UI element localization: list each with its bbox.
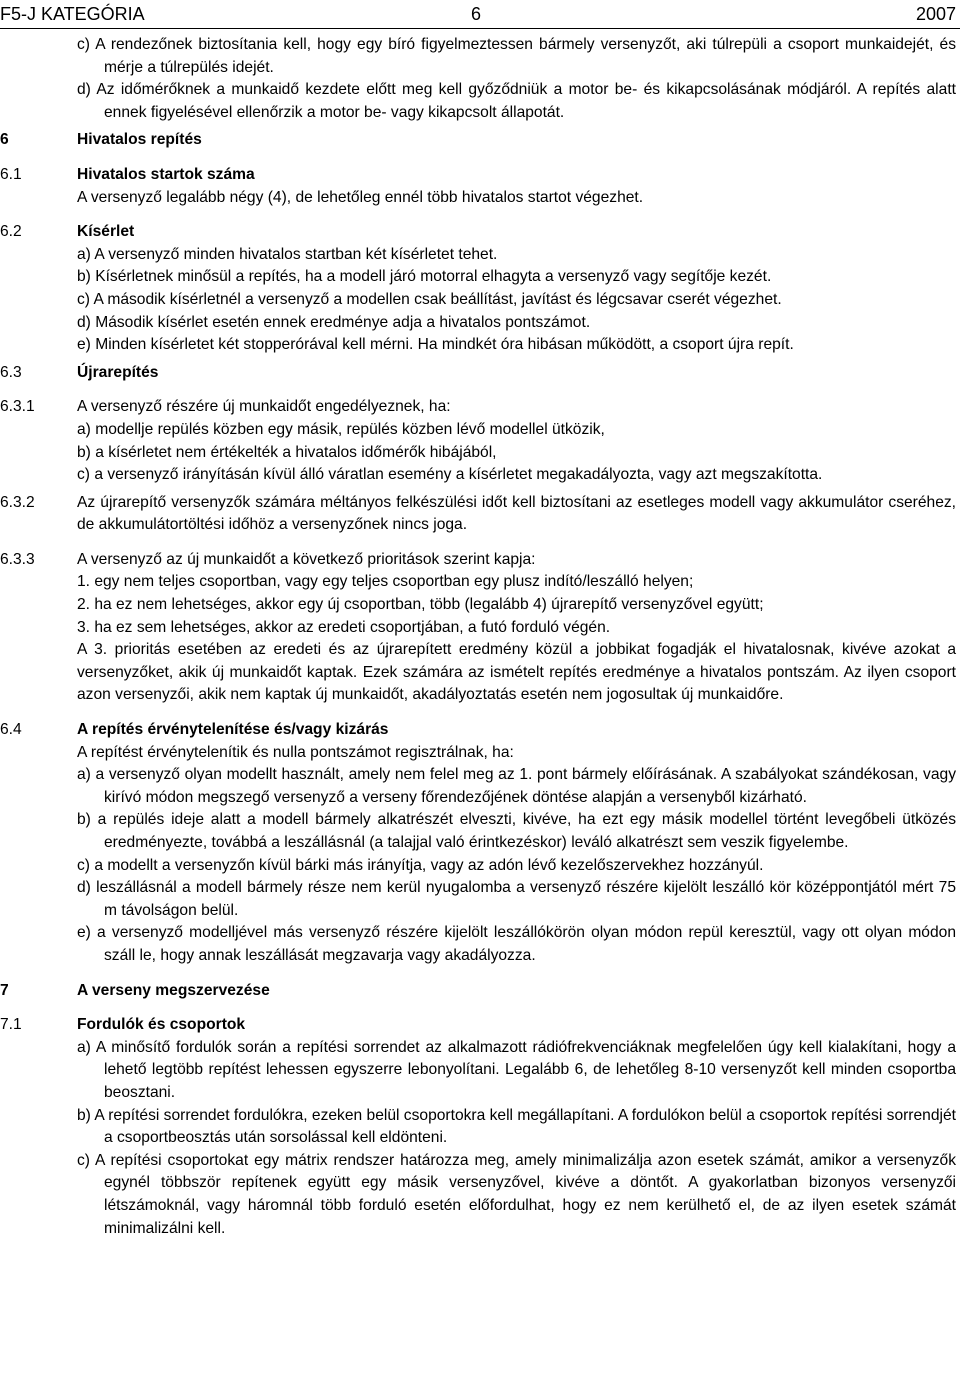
list-item: e) Minden kísérletet két stopperórával kell mérni. Ha mindkét óra hibásan működött, a csoport újra repít. bbox=[77, 336, 794, 354]
section-number: 6.2 bbox=[0, 223, 22, 241]
list-item: c) a versenyző irányításán kívül álló váratlan esemény a kísérletet megakadályozta, vagy azt megszakította. bbox=[77, 466, 823, 484]
intro-item-c: c) A rendezőnek biztosítania kell, hogy egy bíró figyelmeztessen bármely versenyzőt, aki túlrepüli a csoport munkaidejét, és mérje a túlrepülés idejét. bbox=[77, 36, 956, 76]
list-item: d) Második kísérlet esetén ennek eredménye adja a hivatalos pontszámot. bbox=[77, 313, 591, 331]
section-number: 6.1 bbox=[0, 165, 22, 183]
section-7-1 bbox=[0, 1014, 956, 1240]
list-item: d) leszállásnál a modell bármely része nem kerül nyugalomba a versenyző részére kijelölt leszálló kör középpontjától mért 75 m távolságon belül. bbox=[77, 879, 956, 919]
section-title: Újrarepítés bbox=[77, 363, 159, 381]
list-item: b) a repülés ideje alatt a modell bármely alkatrészét elveszti, kivéve, ha ezt egy másik modellel történt levegőbeli ütközés eredményezte, továbbá a leszállásnál (a talajjal való érintkezéskor) leváló alkatrészt sem veszik figyelembe. bbox=[77, 811, 956, 851]
section-text: A versenyző részére új munkaidőt engedélyeznek, ha: bbox=[77, 398, 451, 416]
list-item: c) a modellt a versenyzőn kívül bárki más irányítja, vagy az adón lévő kezelőszervekhez hozzányúl. bbox=[77, 856, 764, 874]
list-item: a) modellje repülés közben egy másik, repülés közben lévő modellel ütközik, bbox=[77, 420, 605, 438]
section-6-2 bbox=[0, 221, 956, 357]
section-6-1 bbox=[0, 164, 956, 209]
section-number: 6.3 bbox=[0, 363, 22, 381]
section-number: 6.3.1 bbox=[0, 398, 35, 416]
section-number: 6.3.3 bbox=[0, 550, 35, 568]
header-year: 2007 bbox=[915, 4, 956, 24]
list-item: c) A repítési csoportokat egy mátrix rendszer határozza meg, amely minimalizálja azon esetek számát, amikor a versenyzők egynél többször repítenek együtt egy másik versenyzővel, kivéve a döntőt. A gyakorlatban bizonyos versenyzői létszámoknál, vagy háromnál több forduló esetén előfordulhat, hogy ez nem kerülhető el, de az ilyen esetek számát minimalizálni kell. bbox=[77, 1151, 956, 1237]
list-item: 3. ha ez sem lehetséges, akkor az eredeti csoportjában, a futó forduló végén. bbox=[77, 618, 611, 636]
list-item: b) A repítési sorrendet fordulókra, ezeken belül csoportokra kell megállapítani. A fordulókon belül a csoportok repítési sorrendjét a csoportbeosztás után sorsolással kell eldönteni. bbox=[77, 1106, 956, 1147]
intro-item-d: d) Az időmérőknek a munkaidő kezdete előtt meg kell győződniük a motor be- és kikapcsolásának módjáról. A repítés alatt ennek figyelésével ellenőrzik a motor be- vagy kikapcsolt állapotát. bbox=[77, 81, 956, 121]
section-7-heading bbox=[0, 980, 956, 1003]
section-title: A repítés érvénytelenítése és/vagy kizárás bbox=[77, 721, 389, 739]
section-text: A repítést érvénytelenítik és nulla pontszámot regisztrálnak, ha: bbox=[77, 743, 514, 761]
section-6-3-3 bbox=[0, 549, 956, 707]
list-item: a) A minősítő fordulók során a repítési sorrendet az alkalmazott rádiófrekvenciáknak megfelelően úgy kell kialakítani, hogy a lehető legtöbb repítést lehessen egyszerre lebonyolítani. Legalább 6, de lehetőleg 8-10 versenyzőt kell minden csoportba beosztani. bbox=[77, 1038, 956, 1101]
section-text: Az újrarepítő versenyzők számára méltányos felkészülési időt kell biztosítani az esetleges modell vagy akkumulátor cseréhez, de akkumulátortöltési időhöz a versenyzőnek nincs joga. bbox=[77, 493, 956, 534]
section-title: Hivatalos repítés bbox=[77, 131, 202, 149]
section-6-3-2 bbox=[0, 492, 956, 537]
section-6-3-heading bbox=[0, 362, 956, 385]
header-category: F5-J KATEGÓRIA bbox=[0, 4, 145, 24]
list-item: a) a versenyző olyan modellt használt, amely nem felel meg az 1. pont bármely előírásának. A szabályokat szándékosan, vagy kirívó módon megszegő versenyző a verseny főrendezőjének döntése alapján a versenyből kizárható. bbox=[77, 766, 956, 806]
section-number: 6.3.2 bbox=[0, 493, 35, 511]
section-number: 7.1 bbox=[0, 1016, 22, 1034]
section-number: 6.4 bbox=[0, 721, 22, 739]
section-number: 7 bbox=[0, 981, 9, 999]
list-item: b) a kísérletet nem értékelték a hivatalos időmérők hibájából, bbox=[77, 443, 497, 461]
section-paragraph: A 3. prioritás esetében az eredeti és az újrarepített eredmény közül a jobbikat fogadják el hivatalosnak, kivéve azokat a versenyzőket, akik új munkaidőt kaptak. Ezek számára az ismételt repítés eredménye a hivatalos pontszám. Az ilyen csoport azon versenyzői, akik nem kaptak új munkaidőt, akadályoztatás esetén nem jogosultak új munkaidőre. bbox=[77, 641, 956, 704]
section-number: 6 bbox=[0, 131, 9, 149]
list-item: 1. egy nem teljes csoportban, vagy egy teljes csoportban egy plusz indító/leszálló helyen; bbox=[77, 573, 694, 591]
list-item: 2. ha ez nem lehetséges, akkor egy új csoportban, több (legalább 4) újrarepítő versenyzővel együtt; bbox=[77, 596, 764, 614]
header-page-number: 6 bbox=[471, 4, 482, 24]
section-6-heading bbox=[0, 129, 956, 152]
section-text: A versenyző legalább négy (4), de lehetőleg ennél több hivatalos startot végezhet. bbox=[77, 188, 644, 206]
page-header bbox=[0, 0, 960, 29]
section-6-3-1 bbox=[0, 396, 956, 486]
document-body bbox=[0, 34, 956, 1240]
section-6-4 bbox=[0, 719, 956, 968]
list-item: e) a versenyző modelljével más versenyző részére kijelölt leszállókörön olyan módon repül keresztül, vagy ott olyan módon száll le, hogy annak leszállását megzavarja vagy akadályozza. bbox=[77, 924, 956, 964]
section-title: Kísérlet bbox=[77, 223, 135, 241]
list-item: b) Kísérletnek minősül a repítés, ha a modell járó motorral elhagyta a versenyző vagy segítője kezét. bbox=[77, 268, 772, 286]
list-item: a) A versenyző minden hivatalos startban két kísérletet tehet. bbox=[77, 245, 498, 263]
section-title: Hivatalos startok száma bbox=[77, 165, 255, 183]
section-title: A verseny megszervezése bbox=[77, 981, 270, 999]
section-text: A versenyző az új munkaidőt a következő prioritások szerint kapja: bbox=[77, 550, 536, 568]
section-title: Fordulók és csoportok bbox=[77, 1016, 246, 1034]
list-item: c) A második kísérletnél a versenyző a modellen csak beállítást, javítást és légcsavar cserét végezhet. bbox=[77, 290, 782, 308]
